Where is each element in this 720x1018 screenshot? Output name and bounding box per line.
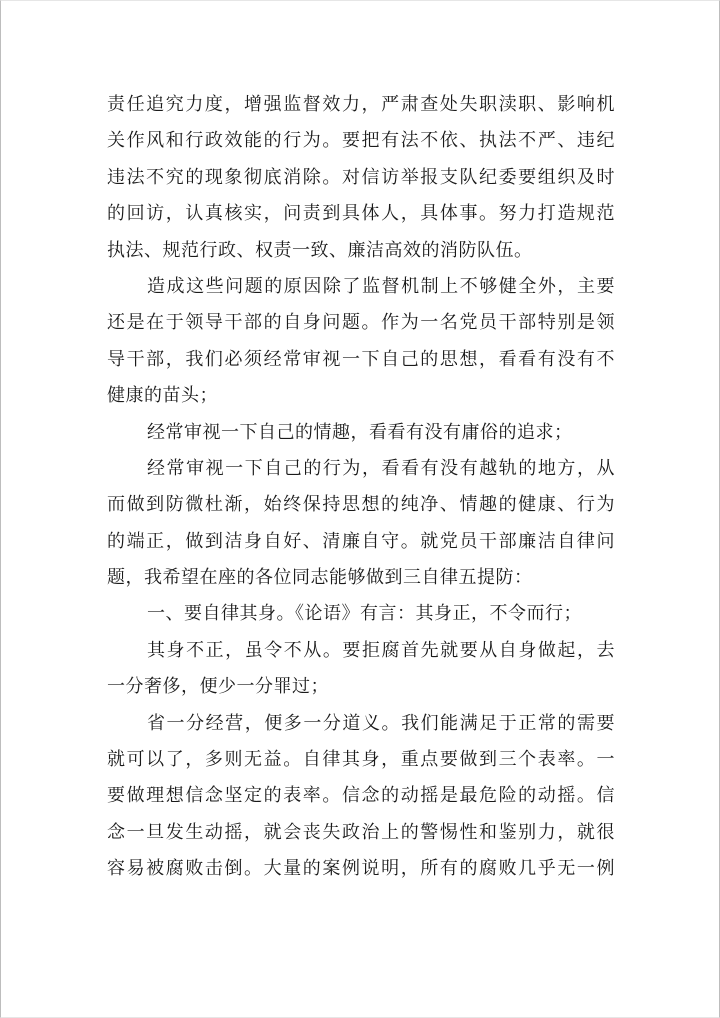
- text-line: 造成这些问题的原因除了监督机制上不够健全外，主要: [147, 275, 615, 297]
- text-line: 就可以了，多则无益。自律其身，重点要做到三个表率。一: [107, 749, 615, 771]
- text-line: 关作风和行政效能的行为。要把有法不依、执法不严、违纪: [107, 130, 615, 152]
- text-line: 念一旦发生动摇，就会丧失政治上的警惕性和鉴别力，就很: [107, 821, 615, 843]
- text-line: 还是在于领导干部的自身问题。作为一名党员干部特别是领: [107, 312, 615, 334]
- text-line: 省一分经营，便多一分道义。我们能满足于正常的需要: [147, 712, 615, 734]
- text-line: 责任追究力度，增强监督效力，严肃查处失职渎职、影响机: [107, 94, 615, 115]
- text-line: 经常审视一下自己的行为，看看有没有越轨的地方，从: [147, 457, 615, 479]
- text-line: 而做到防微杜渐，始终保持思想的纯净、情趣的健康、行为: [107, 494, 615, 516]
- text-line: 违法不究的现象彻底消除。对信访举报支队纪委要组织及时: [107, 166, 615, 188]
- text-line: 经常审视一下自己的情趣，看看有没有庸俗的追求；: [147, 421, 573, 443]
- document-text-body: [107, 87, 615, 888]
- text-line: 一、要自律其身。《论语》有言：其身正，不令而行；: [147, 603, 582, 625]
- text-line: 要做理想信念坚定的表率。信念的动摇是最危险的动摇。信: [107, 785, 615, 807]
- text-line: 容易被腐败击倒。大量的案例说明，所有的腐败几乎无一例: [107, 858, 615, 880]
- text-line: 执法、规范行政、权责一致、廉洁高效的消防队伍。: [107, 239, 533, 261]
- text-line: 导干部，我们必须经常审视一下自己的思想，看看有没有不: [107, 348, 615, 370]
- text-line: 健康的苗头；: [107, 385, 218, 407]
- text-line: 一分奢侈，便少一分罪过；: [107, 676, 329, 698]
- text-line: 的回访，认真核实，问责到具体人，具体事。努力打造规范: [107, 203, 615, 225]
- text-line: 其身不正，虽令不从。要拒腐首先就要从自身做起，去: [147, 639, 615, 661]
- text-line: 的端正，做到洁身自好、清廉自守。就党员干部廉洁自律问: [107, 530, 615, 552]
- text-line: 题，我希望在座的各位同志能够做到三自律五提防：: [107, 567, 533, 589]
